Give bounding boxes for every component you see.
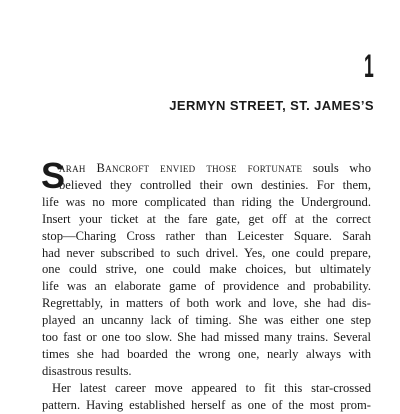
body-line: one could strive, one could make choices, but ultimately [42, 262, 371, 277]
body-line: pattern. Having established herself as one of the most prom- [42, 397, 371, 412]
body-line: too fast or one too slow. She had missed many trains. Several [42, 330, 371, 345]
chapter-number: 1 [364, 48, 374, 84]
body-line: times she had boarded the wrong one, nearly always with [42, 346, 371, 361]
body-line [42, 160, 371, 177]
body-line: stop—Charing Cross rather than Leicester Square. Sarah [42, 228, 371, 243]
body-line: disastrous results. [42, 363, 132, 378]
body-line: Insert your ticket at the fare gate, get off at the correct [42, 211, 371, 226]
body-line: believed they controlled their own destinies. For them, [59, 177, 371, 192]
body-line: Her latest career move appeared to fit this star-crossed [52, 380, 371, 395]
chapter-title: JERMYN STREET, ST. JAMES’S [169, 98, 374, 113]
lead-line-rest: souls who [302, 161, 371, 175]
body-line: had never subscribed to such drivel. Yes, one could prepare, [42, 245, 371, 260]
body-line: life was no more complicated than riding the Underground. [42, 194, 371, 209]
body-line: played an uncanny lack of timing. She was either one step [42, 313, 371, 328]
chapter-body [41, 155, 371, 414]
body-line: life was an elaborate game of providence and probability. [42, 279, 371, 294]
body-line: Regrettably, in matters of both work and love, she had dis- [42, 296, 371, 311]
lead-small-caps: arah Bancroft envied those fortunate [59, 161, 303, 175]
drop-cap: S [41, 155, 66, 196]
